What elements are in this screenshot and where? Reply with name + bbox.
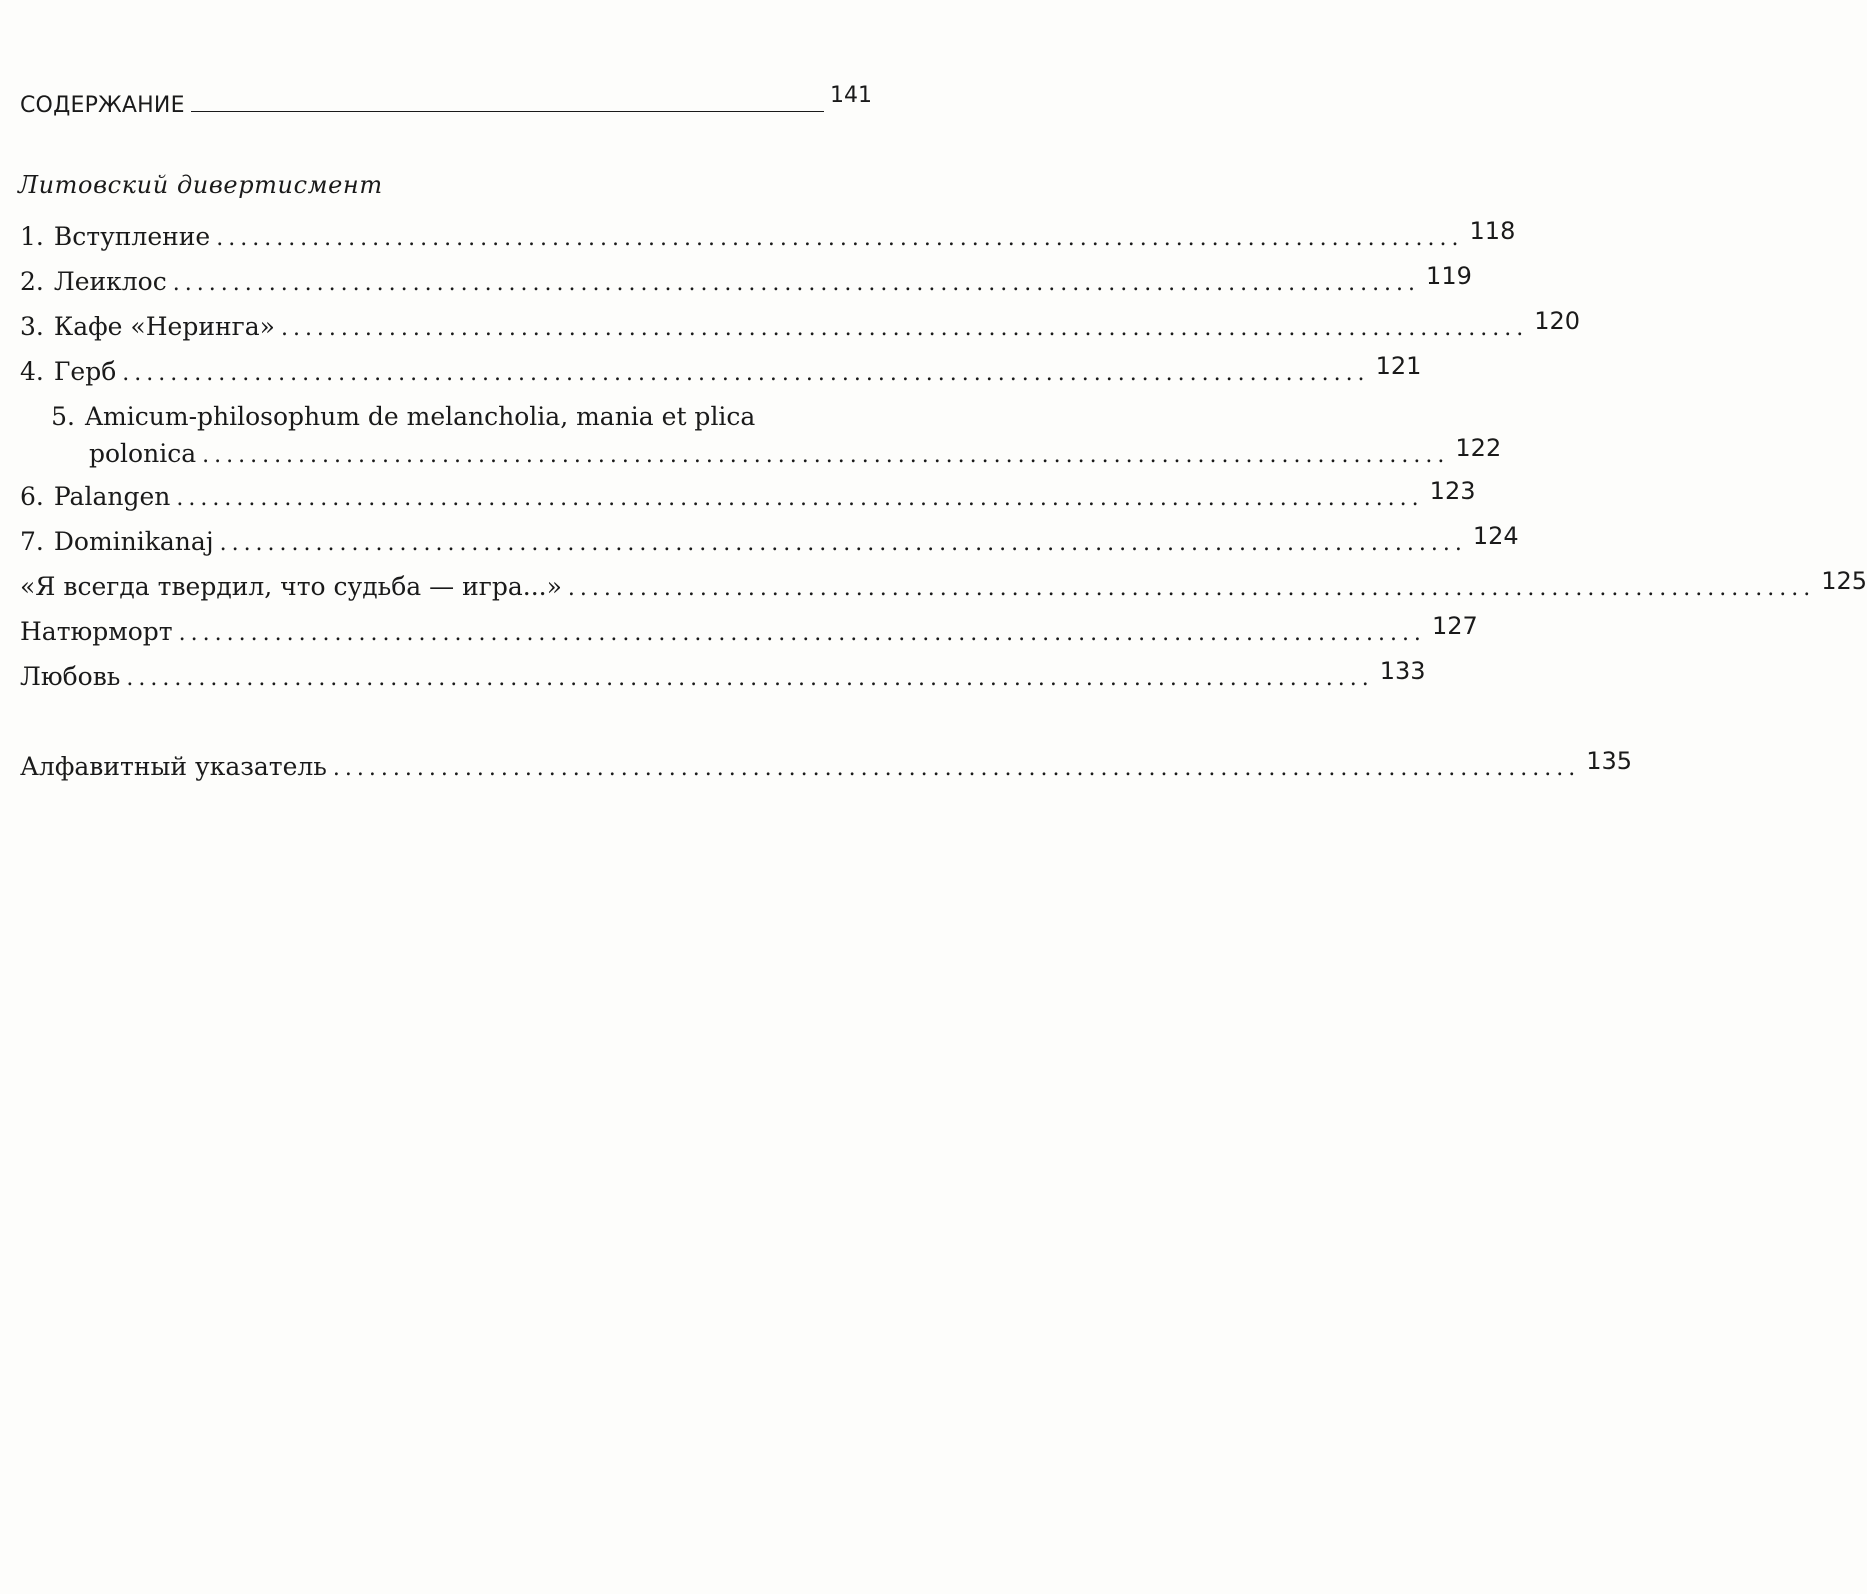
toc-entry [20, 262, 1472, 299]
toc-entry-page: 133 [1379, 657, 1426, 685]
dot-leader: ........................................................................................................ [126, 666, 1374, 691]
toc-entry [20, 352, 1422, 389]
toc-entry-label: «Я всегда твердил, что судьба — игра...» [20, 572, 562, 601]
dot-leader: ........................................................................................................ [216, 226, 1464, 251]
running-header-title: СОДЕРЖАНИЕ [20, 93, 185, 118]
page-number: 141 [830, 83, 872, 108]
header-rule [191, 111, 824, 112]
toc-entry-page: 122 [1455, 434, 1502, 462]
dot-leader: ........................................................................................................ [332, 756, 1581, 781]
dot-leader: ........................................................................................................ [176, 486, 1424, 511]
toc-entry-number: 6. [20, 482, 44, 511]
toc-entry-label: Натюрморт [20, 617, 173, 646]
dot-leader: ........................................................................................................ [280, 316, 1529, 341]
toc-entry-label-line2: polonica [89, 439, 197, 468]
toc-entry [20, 657, 1426, 694]
toc-entry-page: 121 [1375, 352, 1422, 380]
toc-entry-multiline [20, 400, 1502, 473]
toc-entry-label: Dominikanaj [53, 527, 214, 556]
toc-entry-label: Алфавитный указатель [20, 752, 327, 781]
toc-entry-label: Вступление [53, 222, 211, 251]
running-header [20, 83, 872, 119]
toc-entry-label: Любовь [20, 662, 121, 691]
toc-entry-number: 3. [20, 312, 44, 341]
toc-entry-number: 7. [20, 527, 44, 556]
dot-leader: ........................................................................................................ [219, 531, 1467, 556]
toc-entry-page: 123 [1429, 477, 1476, 505]
toc-entry-label: Palangen [53, 482, 171, 511]
toc-entry [20, 612, 1478, 649]
dot-leader: ........................................................................................................ [567, 576, 1816, 601]
section-title: Литовский дивертисмент [18, 171, 383, 199]
toc-entry-number: 1. [20, 222, 44, 251]
toc-entry [20, 307, 1581, 344]
toc-entry-page: 135 [1586, 747, 1633, 775]
toc-entry-page: 118 [1469, 217, 1516, 245]
toc-entry-page: 120 [1534, 307, 1581, 335]
toc-entry-number: 2. [20, 267, 44, 296]
toc-entry-number: 4. [20, 357, 44, 386]
toc-entry-page: 127 [1431, 612, 1478, 640]
dot-leader: ........................................................................................................ [172, 271, 1421, 296]
toc-entry-page: 124 [1472, 522, 1519, 550]
dot-leader: ........................................................................................................ [122, 361, 1370, 386]
toc-entry [20, 522, 1519, 559]
toc-entry-index [20, 747, 1633, 784]
dot-leader: ........................................................................................................ [178, 621, 1426, 646]
toc-entry-label-line1: Amicum-philosophum de melancholia, mania et plica [85, 402, 756, 431]
toc-entry-label: Кафе «Неринга» [53, 312, 275, 341]
toc-entry [20, 477, 1476, 514]
toc-entry-label: Леиклос [53, 267, 167, 296]
toc-entry [20, 217, 1516, 254]
toc-entry-label: Герб [53, 357, 117, 386]
dot-leader: ........................................................................................................ [202, 443, 1450, 468]
toc-entry-page: 119 [1426, 262, 1472, 290]
toc-entry [20, 567, 1867, 604]
toc-entry-number: 5. [51, 402, 75, 431]
toc-entry-page: 125 [1821, 567, 1867, 595]
